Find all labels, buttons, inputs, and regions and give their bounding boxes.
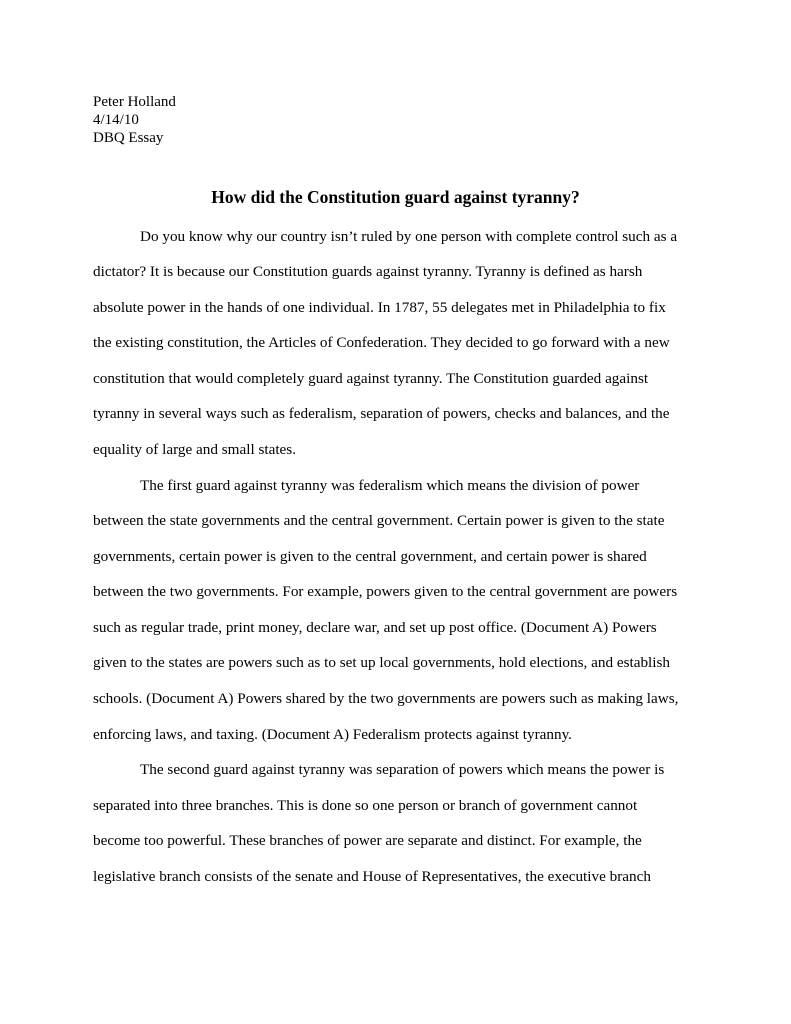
paragraph-2-line-3: governments, certain power is given to the central government, and certain power is shared [93,548,647,565]
paragraph-1-line-5: constitution that would completely guard against tyranny. The Constitution guarded against [93,370,649,387]
paragraph-2-line-1: The first guard against tyranny was federalism which means the division of power [140,477,640,494]
paragraph-1-line-3: absolute power in the hands of one individual. In 1787, 55 delegates met in Philadelphia to fix [93,299,666,316]
paragraph-3-line-2: separated into three branches. This is done so one person or branch of government cannot [93,797,638,814]
paragraph-2-line-5: such as regular trade, print money, declare war, and set up post office. (Document A) Powers [93,619,657,636]
essay-date: 4/14/10 [93,112,139,128]
paragraph-2-line-4: between the two governments. For example, powers given to the central government are powers [93,583,678,600]
paragraph-1-line-2: dictator? It is because our Constitution guards against tyranny. Tyranny is defined as harsh [93,263,643,280]
paragraph-2-line-8: enforcing laws, and taxing. (Document A) Federalism protects against tyranny. [93,726,572,743]
paragraph-2-line-2: between the state governments and the central government. Certain power is given to the state [93,512,665,529]
essay-title: How did the Constitution guard against tyranny? [211,187,580,207]
author-name: Peter Holland [93,94,176,110]
paragraph-1-line-7: equality of large and small states. [93,441,297,458]
paragraph-3-line-3: become too powerful. These branches of power are separate and distinct. For example, the [93,832,642,849]
paragraph-1-line-4: the existing constitution, the Articles of Confederation. They decided to go forward with a new [93,334,670,351]
paragraph-1-line-6: tyranny in several ways such as federalism, separation of powers, checks and balances, and the [93,405,670,422]
paragraph-1-line-1: Do you know why our country isn’t ruled by one person with complete control such as a [140,228,678,245]
paragraph-2-line-7: schools. (Document A) Powers shared by the two governments are powers such as making laws, [93,690,679,707]
paragraph-2-line-6: given to the states are powers such as to set up local governments, hold elections, and establish [93,654,670,671]
paragraph-3-line-4: legislative branch consists of the senate and House of Representatives, the executive branch [93,868,651,885]
essay-header [93,93,176,147]
paragraph-3-line-1: The second guard against tyranny was separation of powers which means the power is [140,761,665,778]
assignment-type: DBQ Essay [93,130,164,146]
